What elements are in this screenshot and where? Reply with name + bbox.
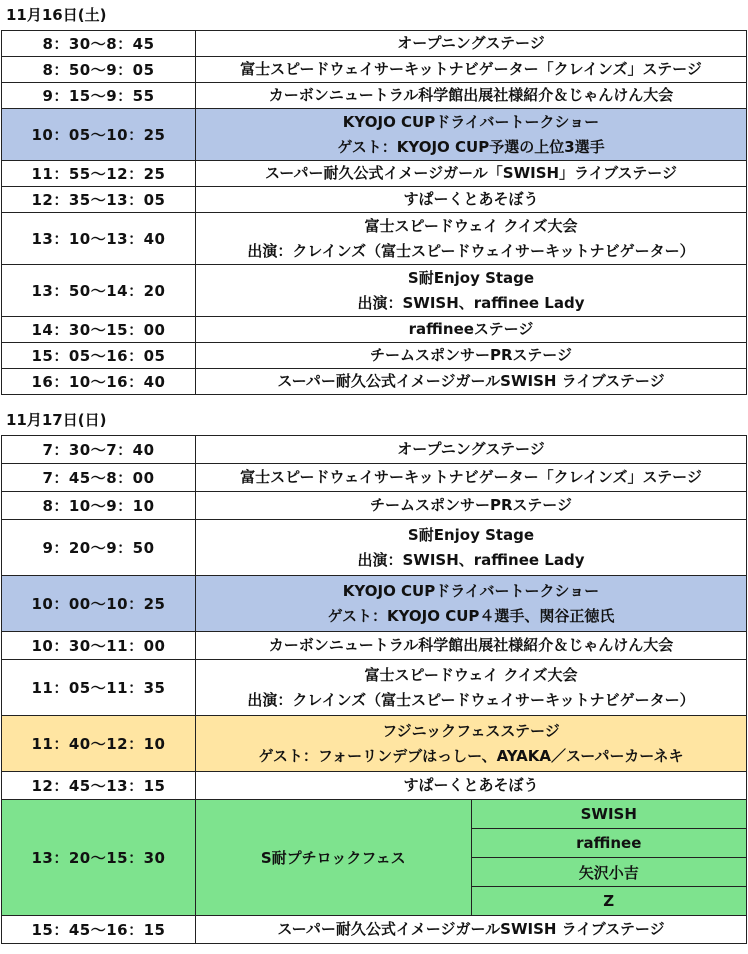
time-cell: 7：30～7：40: [2, 436, 196, 464]
event-cell: [196, 343, 747, 369]
table-row: [2, 464, 747, 492]
event-line: 富士スピードウェイサーキットナビゲーター「クレインズ」ステージ: [240, 468, 702, 486]
table-row: [2, 83, 747, 109]
time-cell: 10：00～10：25: [2, 576, 196, 632]
time-cell: 8：10～9：10: [2, 492, 196, 520]
time-cell: 10：30～11：00: [2, 632, 196, 660]
time-cell: 13：10～13：40: [2, 213, 196, 265]
event-line: raffineeステージ: [408, 320, 534, 338]
table-row: [2, 161, 747, 187]
event-cell: [196, 520, 747, 576]
time-cell: 15：45～16：15: [2, 916, 196, 944]
table-row: [2, 436, 747, 464]
event-cell: [196, 492, 747, 520]
event-cell: [196, 213, 747, 265]
time-cell: 9：20～9：50: [2, 520, 196, 576]
rockfes-title: S耐プチロックフェス: [196, 800, 472, 916]
table-row: [2, 520, 747, 576]
event-line: チームスポンサーPRステージ: [370, 496, 572, 514]
day2-title: 11月17日(日): [6, 411, 107, 429]
table-row: [2, 492, 747, 520]
event-line: スーパー耐久公式イメージガールSWISH ライブステージ: [277, 372, 665, 390]
event-cell: [196, 161, 747, 187]
performer-cell: Z: [471, 887, 747, 916]
time-cell: 7：45～8：00: [2, 464, 196, 492]
table-row: [2, 265, 747, 317]
event-cell: [196, 57, 747, 83]
event-line: すぱーくとあそぼう: [403, 776, 539, 794]
event-line: カーボンニュートラル科学館出展社様紹介＆じゃんけん大会: [268, 86, 674, 104]
day2-schedule-table: [1, 435, 747, 944]
table-row: [2, 31, 747, 57]
event-line: 富士スピードウェイ クイズ大会: [364, 665, 578, 684]
event-line: S耐Enjoy Stage: [407, 268, 535, 287]
table-row: [2, 213, 747, 265]
time-cell: 13：50～14：20: [2, 265, 196, 317]
table-row: [2, 632, 747, 660]
event-line: KYOJO CUPドライバートークショー: [342, 581, 600, 600]
event-cell: [196, 109, 747, 161]
event-cell: [196, 716, 747, 772]
event-line: 出演：SWISH、raffinee Lady: [357, 550, 585, 569]
time-cell: 16：10～16：40: [2, 369, 196, 395]
event-cell: [196, 576, 747, 632]
event-line: ゲスト：KYOJO CUP予選の上位3選手: [337, 137, 605, 156]
table-row-fujinic: [2, 716, 747, 772]
table-row: [2, 772, 747, 800]
event-line: フジニックフェスステージ: [382, 721, 560, 740]
table-row: [2, 916, 747, 944]
event-cell: [196, 187, 747, 213]
event-line: 富士スピードウェイサーキットナビゲーター「クレインズ」ステージ: [240, 60, 702, 78]
day1-schedule-table: [1, 30, 747, 395]
table-row: [2, 343, 747, 369]
time-cell: 11：55～12：25: [2, 161, 196, 187]
event-line: 出演：クレインズ（富士スピードウェイサーキットナビゲーター）: [247, 690, 695, 709]
table-row-kyojo: [2, 109, 747, 161]
time-cell: 8：50～9：05: [2, 57, 196, 83]
table-row-rockfes: [2, 800, 747, 829]
event-cell: [196, 265, 747, 317]
day1-title: 11月16日(土): [6, 6, 107, 24]
time-cell: 13：20～15：30: [2, 800, 196, 916]
section-gap: [0, 395, 748, 405]
time-cell: 14：30～15：00: [2, 317, 196, 343]
time-cell: 10：05～10：25: [2, 109, 196, 161]
event-cell: [196, 772, 747, 800]
event-cell: [196, 464, 747, 492]
event-line: オープニングステージ: [397, 440, 545, 458]
time-cell: 8：30～8：45: [2, 31, 196, 57]
performer-cell: 矢沢小吉: [471, 858, 747, 887]
time-cell: 9：15～9：55: [2, 83, 196, 109]
table-row: [2, 187, 747, 213]
time-cell: 15：05～16：05: [2, 343, 196, 369]
event-line: チームスポンサーPRステージ: [370, 346, 572, 364]
table-row: [2, 317, 747, 343]
event-line: 出演：クレインズ（富士スピードウェイサーキットナビゲーター）: [247, 241, 695, 260]
event-line: スーパー耐久公式イメージガールSWISH ライブステージ: [277, 920, 665, 938]
event-cell: [196, 632, 747, 660]
event-cell: [196, 317, 747, 343]
event-line: KYOJO CUPドライバートークショー: [342, 112, 600, 131]
event-line: S耐Enjoy Stage: [407, 525, 535, 544]
event-line: ゲスト：KYOJO CUP４選手、関谷正徳氏: [327, 606, 615, 625]
performer-cell: raffinee: [471, 829, 747, 858]
time-cell: 11：40～12：10: [2, 716, 196, 772]
performer-cell: SWISH: [471, 800, 747, 829]
table-row: [2, 660, 747, 716]
event-cell: [196, 31, 747, 57]
event-line: ゲスト：フォーリンデブはっしー、AYAKA／スーパーカーネキ: [258, 746, 684, 765]
time-cell: 12：35～13：05: [2, 187, 196, 213]
table-row: [2, 369, 747, 395]
event-line: カーボンニュートラル科学館出展社様紹介＆じゃんけん大会: [268, 636, 674, 654]
time-cell: 11：05～11：35: [2, 660, 196, 716]
event-line: すぱーくとあそぼう: [403, 190, 539, 208]
event-line: 出演：SWISH、raffinee Lady: [357, 293, 585, 312]
event-line: スーパー耐久公式イメージガール「SWISH」ライブステージ: [265, 164, 677, 182]
event-cell: [196, 83, 747, 109]
event-line: 富士スピードウェイ クイズ大会: [364, 216, 578, 235]
table-row: [2, 57, 747, 83]
time-cell: 12：45～13：15: [2, 772, 196, 800]
table-row-kyojo: [2, 576, 747, 632]
event-line: オープニングステージ: [397, 34, 545, 52]
event-cell: [196, 916, 747, 944]
event-cell: [196, 436, 747, 464]
event-cell: [196, 369, 747, 395]
event-cell: [196, 660, 747, 716]
